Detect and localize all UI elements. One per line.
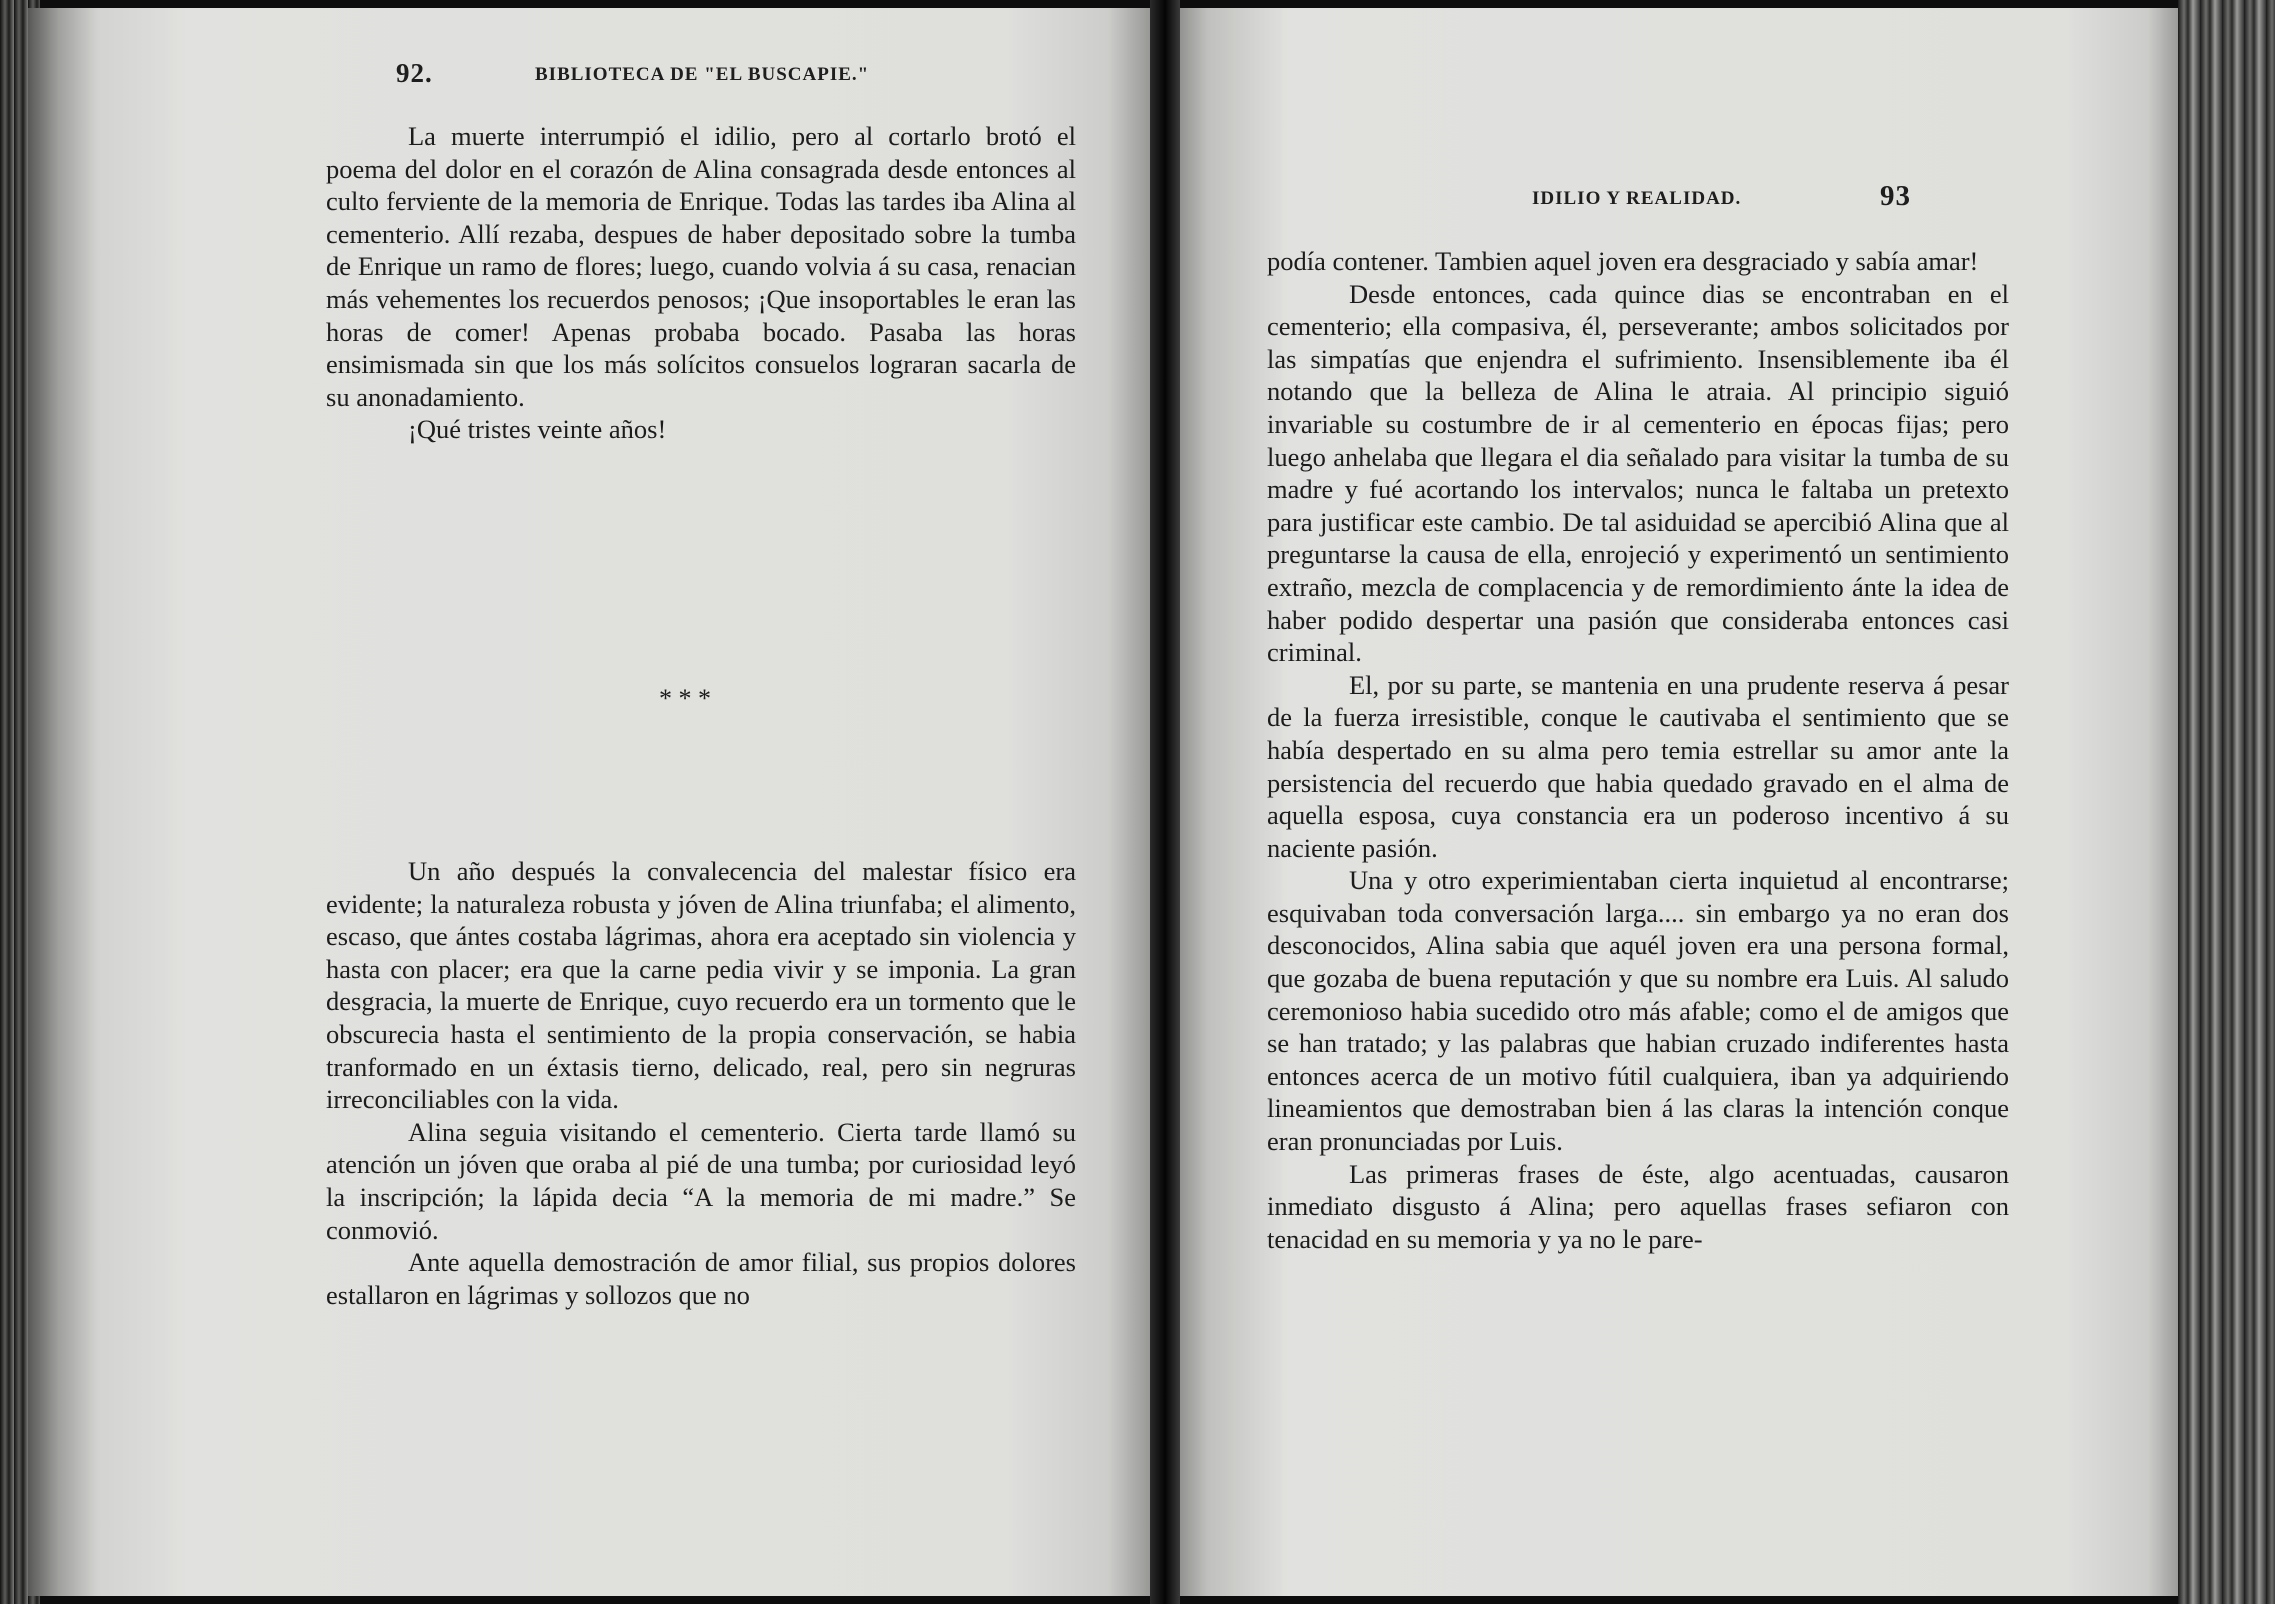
right-text-block [1267,245,2009,1255]
paragraph: podía contener. Tambien aquel joven era desgraciado y sabía amar! [1267,246,1979,276]
paragraph: Desde entonces, cada quince dias se encontraban en el cementerio; ella compasiva, él, perseverante; ambos solicitados por las simpatías que enjendra el sufrimiento. Insensiblemente iba él notando que la belleza de Alina le atraia. Al principio siguió invariable su costumbre de ir al cementerio en épocas fijas; pero luego anhelaba que llegara el dia señalado para visitar la tumba de su madre y fué acortando los intervalos; nunca le faltaba un pretexto para justificar este cambio. De tal asiduidad se apercibió Alina que al preguntarse la causa de ella, enrojeció y experimentó un sentimiento extraño, mezcla de complacencia y de remordimiento ánte la idea de haber podido despertar una pasión que consideraba entonces casi criminal. [1267,278,2009,668]
section-separator: * * * [659,684,711,713]
left-page-number: 92. [396,58,433,88]
left-running-head: BIBLIOTECA DE "EL BUSCAPIE." [535,64,870,85]
paragraph: La muerte interrumpió el idilio, pero al cortarlo brotó el poema del dolor en el corazón de Alina consagrada desde entonces al culto ferviente de la memoria de Enrique. Todas las tardes iba Alina al cementerio. Allí rezaba, despues de haber depositado sobre la tumba de Enrique un ramo de flores; luego, cuando volvia á su casa, renacian más vehementes los recuerdos penosos; ¡Que insoportables le eran las horas de comer! Apenas probaba bocado. Pasaba las horas ensimismada sin que los más solícitos consuelos lograran sacarla de su anonadamiento. [326,121,1076,412]
paragraph: Alina seguia visitando el cementerio. Cierta tarde llamó su atención un jóven que oraba al pié de una tumba; por curiosidad leyó la inscripción; la lápida decia “A la memoria de mi madre.” Se conmovió. [326,1116,1076,1245]
book-gutter [1150,0,1180,1604]
paragraph: El, por su parte, se mantenia en una prudente reserva á pesar de la fuerza irresistible, conque le cautivaba el sentimiento que se había despertado en su alma pero temia estrellar su amor ante la persistencia del recuerdo que habia quedado gravado en el alma de aquella esposa, cuya constancia era un poderoso incentivo á su naciente pasión. [1267,669,2009,863]
paragraph: Ante aquella demostración de amor filial, sus propios dolores estallaron en lágrimas y sollozos que no [326,1247,1076,1310]
paragraph: Las primeras frases de éste, algo acentuadas, causaron inmediato disgusto á Alina; pero aquellas frases sefiaron con tenacidad en su memoria y ya no le pare- [1267,1158,2009,1254]
right-page-number: 93 [1880,180,1911,212]
paragraph: ¡Qué tristes veinte años! [408,414,667,445]
left-section-1 [326,120,1076,446]
paragraph: Una y otro experimientaban cierta inquietud al encontrarse; esquivaban toda conversación larga.... sin embargo ya no eran dos desconocidos, Alina sabia que aquél joven era una persona formal, que gozaba de buena reputación y que su nombre era Luis. Al saludo ceremonioso habia sucedido otro más afable; como el de amigos que se han tratado; y las palabras que habian cruzado indiferentes hasta entonces acerca de un motivo fútil cualquiera, iban ya adquiriendo lineamientos que demostraban bien á las claras la intención conque eran pronunciadas por Luis. [1267,865,2009,1157]
paragraph: Un año después la convalecencia del malestar físico era evidente; la naturaleza robusta y jóven de Alina triunfaba; el alimento, escaso, que ántes costaba lágrimas, ahora era aceptado sin violencia y hasta con placer; era que la carne pedia vivir y se imponia. La gran desgracia, la muerte de Enrique, cuyo recuerdo era un tormento que le obscurecia hasta el sentimiento de la propia conservación, se habia tranformado en un éxtasis tierno, delicado, real, pero sin negruras irreconciliables con la vida. [326,856,1076,1115]
left-section-2 [326,855,1076,1311]
right-running-head: IDILIO Y REALIDAD. [1532,188,1742,209]
book-edge-right [2178,0,2275,1604]
